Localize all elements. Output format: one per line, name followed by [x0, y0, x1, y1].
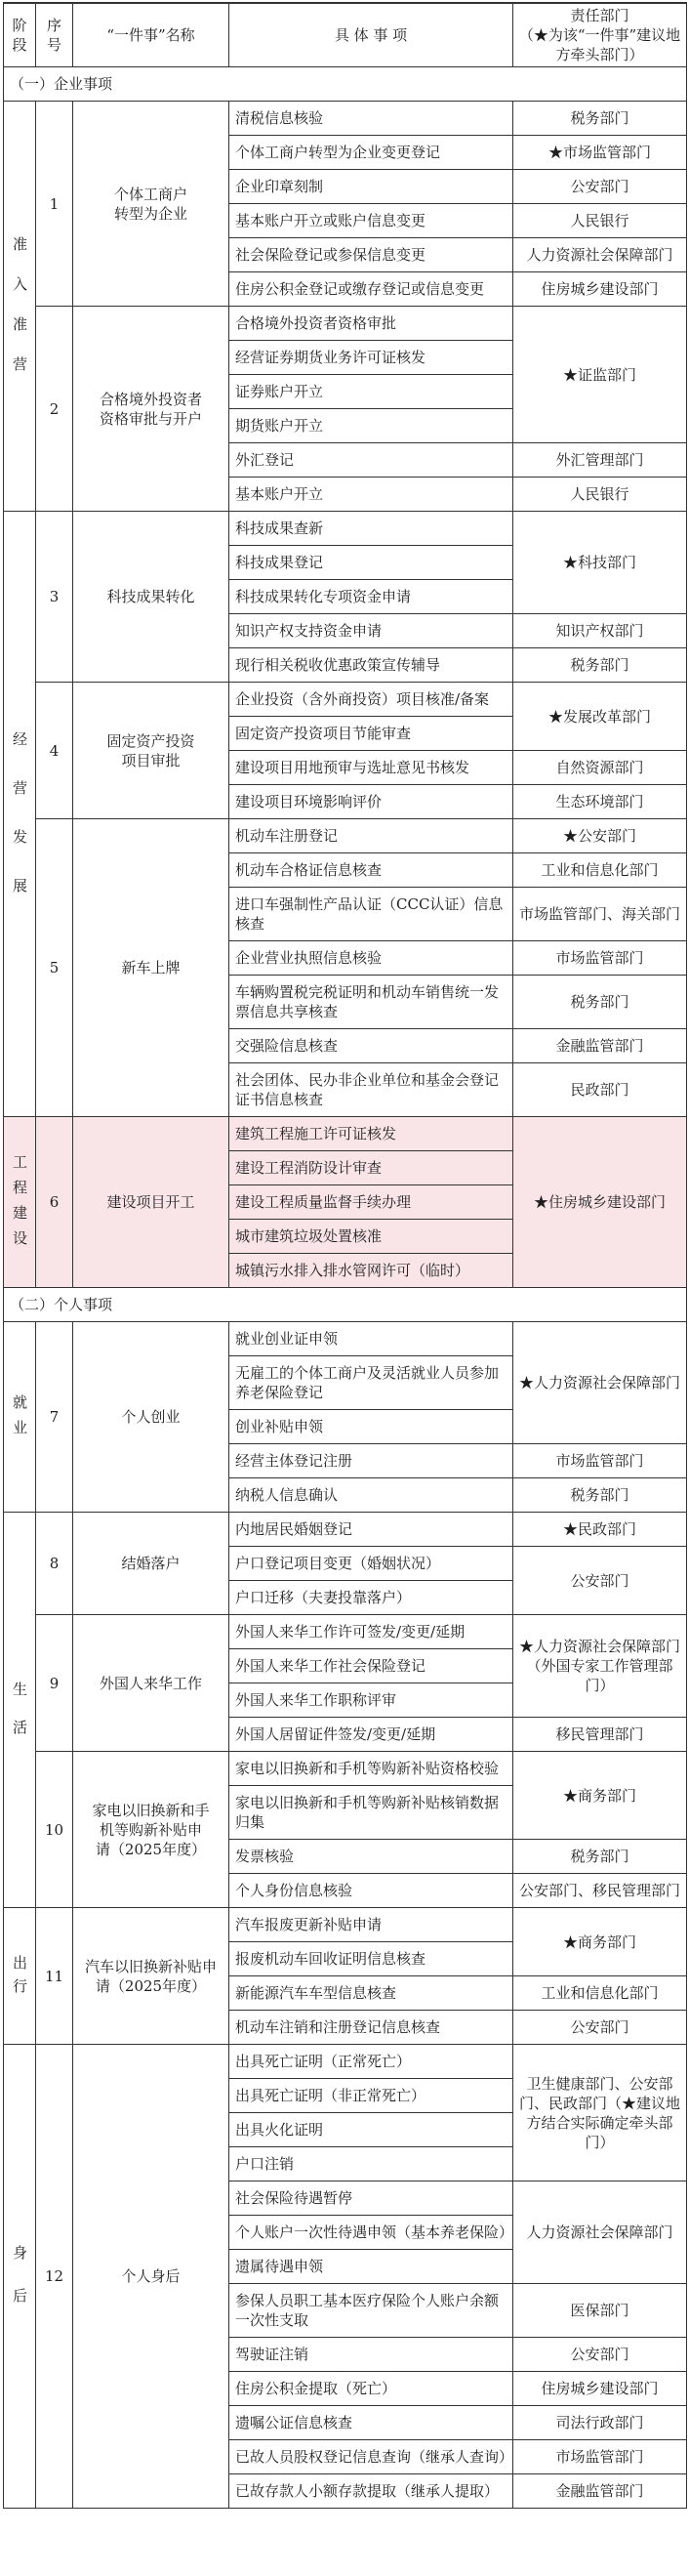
matters-table [3, 2, 687, 2509]
table-row [4, 1615, 687, 1649]
section-title: （一）企业事项 [4, 67, 687, 102]
matter-name-line: 汽车以旧换新补贴申 [84, 1957, 217, 1975]
header-tasks: 具 体 事 项 [229, 3, 513, 67]
task-item: 参保人员职工基本医疗保险个人账户余额一次性支取 [229, 2284, 513, 2338]
responsible-department: 外汇管理部门 [513, 443, 687, 478]
task-item: 进口车强制性产品认证（CCC认证）信息核查 [229, 888, 513, 941]
task-item: 户口迁移（夫妻投靠落户） [229, 1581, 513, 1615]
task-item: 住房公积金登记或缴存登记或信息变更 [229, 272, 513, 307]
matter-name-line: 个人创业 [121, 1408, 181, 1426]
stage-label: 准入准营 [11, 236, 28, 396]
responsible-department: 工业和信息化部门 [513, 1976, 687, 2011]
task-item: 基本账户开立或账户信息变更 [229, 204, 513, 238]
task-item: 无雇工的个体工商户及灵活就业人员参加养老保险登记 [229, 1356, 513, 1410]
table-row [4, 1752, 687, 1786]
matter-name-line: 项目审批 [121, 751, 181, 769]
task-item: 出具死亡证明（非正常死亡） [229, 2079, 513, 2113]
task-item: 经营主体登记注册 [229, 1444, 513, 1478]
responsible-department: 公安部门 [513, 2011, 687, 2045]
task-item: 企业投资（含外商投资）项目核准/备案 [229, 683, 513, 717]
task-item: 证券账户开立 [229, 375, 513, 409]
item-number: 9 [36, 1615, 73, 1752]
task-item: 机动车合格证信息核查 [229, 853, 513, 888]
task-item: 交强险信息核查 [229, 1029, 513, 1063]
task-item: 创业补贴申领 [229, 1410, 513, 1444]
task-item: 经营证券期货业务许可证核发 [229, 341, 513, 375]
responsible-department: 人民银行 [513, 478, 687, 512]
matter-name-line: 合格境外投资者 [99, 390, 202, 408]
matter-name-line: 个体工商户 [113, 185, 187, 203]
header-row [4, 3, 687, 67]
item-number: 6 [36, 1117, 73, 1288]
matter-name-line: 建设项目开工 [106, 1193, 195, 1211]
stage-label: 就业 [11, 1394, 28, 1445]
matter-name-cell [73, 1117, 229, 1288]
responsible-department: 人力资源社会保障部门 [513, 2181, 687, 2284]
table-row [4, 512, 687, 546]
matter-name-line: 固定资产投资 [106, 731, 195, 750]
task-item: 新能源汽车车型信息核查 [229, 1976, 513, 2011]
responsible-department: 公安部门 [513, 170, 687, 204]
responsible-department: 知识产权部门 [513, 614, 687, 648]
responsible-department: ★商务部门 [513, 1908, 687, 1976]
responsible-department: ★人力资源社会保障部门（外国专家工作管理部门） [513, 1615, 687, 1718]
header-stage: 阶段 [4, 3, 36, 67]
task-item: 发票核验 [229, 1840, 513, 1874]
matter-name-cell [73, 102, 229, 307]
responsible-department: 人民银行 [513, 204, 687, 238]
item-number: 11 [36, 1908, 73, 2045]
stage-cell [4, 2045, 36, 2509]
responsible-department: 生态环境部门 [513, 785, 687, 819]
header-department-title: 责任部门 [570, 7, 629, 24]
task-item: 建设工程消防设计审查 [229, 1151, 513, 1185]
responsible-department: 市场监管部门 [513, 2440, 687, 2474]
task-item: 合格境外投资者资格审批 [229, 307, 513, 341]
task-item: 报废机动车回收证明信息核查 [229, 1942, 513, 1976]
task-item: 遗属待遇申领 [229, 2250, 513, 2284]
matter-name-line: 新车上牌 [121, 959, 181, 976]
header-department [513, 3, 687, 67]
task-item: 城镇污水排入排水管网许可（临时） [229, 1254, 513, 1288]
task-item: 建设项目用地预审与选址意见书核发 [229, 751, 513, 785]
task-item: 机动车注销和注册登记信息核查 [229, 2011, 513, 2045]
stage-label: 身后 [11, 2245, 28, 2331]
task-item: 外国人来华工作社会保险登记 [229, 1649, 513, 1683]
task-item: 基本账户开立 [229, 478, 513, 512]
table-row [4, 1322, 687, 1356]
responsible-department: 卫生健康部门、公安部门、民政部门（★建议地方结合实际确定牵头部门） [513, 2045, 687, 2181]
matter-name-line: 结婚落户 [121, 1555, 181, 1572]
task-item: 驾驶证注销 [229, 2338, 513, 2372]
stage-label: 生活 [11, 1681, 28, 1758]
task-item: 户口登记项目变更（婚姻状况） [229, 1547, 513, 1581]
table-row [4, 1513, 687, 1547]
item-number: 10 [36, 1752, 73, 1908]
item-number: 7 [36, 1322, 73, 1513]
task-item: 外汇登记 [229, 443, 513, 478]
responsible-department: 医保部门 [513, 2284, 687, 2338]
matter-name-line: 请（2025年度） [95, 1840, 207, 1858]
task-item: 汽车报废更新补贴申请 [229, 1908, 513, 1942]
task-item: 个人身份信息核验 [229, 1874, 513, 1908]
responsible-department: 公安部门 [513, 2338, 687, 2372]
header-number: 序号 [36, 3, 73, 67]
matter-name-line: 家电以旧换新和手 [92, 1801, 210, 1819]
task-item: 出具火化证明 [229, 2113, 513, 2147]
responsible-department: 税务部门 [513, 102, 687, 136]
matter-name-line: 科技成果转化 [106, 588, 195, 605]
responsible-department: ★住房城乡建设部门 [513, 1117, 687, 1288]
matter-name-cell [73, 1908, 229, 2045]
matter-name-line: 外国人来华工作 [99, 1674, 202, 1692]
responsible-department: 市场监管部门、海关部门 [513, 888, 687, 941]
item-number: 3 [36, 512, 73, 683]
task-item: 企业印章刻制 [229, 170, 513, 204]
matter-name-cell [73, 1322, 229, 1513]
table-row [4, 1908, 687, 1942]
responsible-department: 自然资源部门 [513, 751, 687, 785]
stage-cell [4, 102, 36, 512]
stage-cell [4, 512, 36, 1117]
matter-name-line: 资格审批与开户 [99, 409, 202, 428]
table-row [4, 683, 687, 717]
responsible-department: 人力资源社会保障部门 [513, 238, 687, 272]
stage-cell [4, 1117, 36, 1288]
task-item: 内地居民婚姻登记 [229, 1513, 513, 1547]
section-row [4, 1288, 687, 1322]
responsible-department: ★市场监管部门 [513, 136, 687, 170]
task-item: 就业创业证申领 [229, 1322, 513, 1356]
task-item: 纳税人信息确认 [229, 1478, 513, 1513]
responsible-department: 民政部门 [513, 1063, 687, 1117]
table-body [4, 67, 687, 2509]
matter-name-cell [73, 512, 229, 683]
matter-name-line: 机等购新补贴申 [99, 1820, 202, 1839]
stage-cell [4, 1322, 36, 1513]
responsible-department: 住房城乡建设部门 [513, 272, 687, 307]
task-item: 建设项目环境影响评价 [229, 785, 513, 819]
task-item: 遗嘱公证信息核查 [229, 2406, 513, 2440]
task-item: 住房公积金提取（死亡） [229, 2372, 513, 2406]
table-row [4, 102, 687, 136]
table-row [4, 307, 687, 341]
responsible-department: 公安部门、移民管理部门 [513, 1874, 687, 1908]
responsible-department: 移民管理部门 [513, 1718, 687, 1752]
stage-label: 出行 [11, 1954, 28, 2002]
matter-name-cell [73, 1615, 229, 1752]
task-item: 固定资产投资项目节能审查 [229, 717, 513, 751]
task-item: 家电以旧换新和手机等购新补贴资格校验 [229, 1752, 513, 1786]
responsible-department: ★商务部门 [513, 1752, 687, 1840]
task-item: 个体工商户转型为企业变更登记 [229, 136, 513, 170]
task-item: 建筑工程施工许可证核发 [229, 1117, 513, 1151]
task-item: 期货账户开立 [229, 409, 513, 443]
header-matter-name: “一件事”名称 [73, 3, 229, 67]
responsible-department: 市场监管部门 [513, 1444, 687, 1478]
stage-label: 工程建设 [11, 1154, 28, 1256]
task-item: 外国人居留证件签发/变更/延期 [229, 1718, 513, 1752]
responsible-department: 税务部门 [513, 648, 687, 683]
matter-name-cell [73, 2045, 229, 2509]
task-item: 已故人员股权登记信息查询（继承人查询） [229, 2440, 513, 2474]
responsible-department: 公安部门 [513, 1547, 687, 1615]
task-item: 个人账户一次性待遇申领（基本养老保险） [229, 2216, 513, 2250]
task-item: 外国人来华工作许可签发/变更/延期 [229, 1615, 513, 1649]
responsible-department: 市场监管部门 [513, 941, 687, 976]
task-item: 外国人来华工作职称评审 [229, 1683, 513, 1718]
task-item: 机动车注册登记 [229, 819, 513, 853]
table-row [4, 1117, 687, 1151]
responsible-department: ★发展改革部门 [513, 683, 687, 751]
task-item: 社会团体、民办非企业单位和基金会登记证书信息核查 [229, 1063, 513, 1117]
responsible-department: 金融监管部门 [513, 1029, 687, 1063]
task-item: 已故存款人小额存款提取（继承人提取） [229, 2474, 513, 2509]
matter-name-cell [73, 683, 229, 819]
responsible-department: 税务部门 [513, 1478, 687, 1513]
responsible-department: 金融监管部门 [513, 2474, 687, 2509]
stage-cell [4, 1513, 36, 1908]
task-item: 户口注销 [229, 2147, 513, 2181]
responsible-department: 司法行政部门 [513, 2406, 687, 2440]
item-number: 12 [36, 2045, 73, 2509]
task-item: 城市建筑垃圾处置核准 [229, 1220, 513, 1254]
task-item: 家电以旧换新和手机等购新补贴核销数据归集 [229, 1786, 513, 1840]
responsible-department: 工业和信息化部门 [513, 853, 687, 888]
task-item: 社会保险登记或参保信息变更 [229, 238, 513, 272]
responsible-department: 税务部门 [513, 1840, 687, 1874]
task-item: 企业营业执照信息核验 [229, 941, 513, 976]
table-row [4, 819, 687, 853]
matter-name-line: 请（2025年度） [95, 1976, 207, 1995]
responsible-department: 税务部门 [513, 976, 687, 1029]
task-item: 科技成果查新 [229, 512, 513, 546]
matter-name-cell [73, 1513, 229, 1615]
matter-name-line: 转型为企业 [113, 204, 187, 223]
responsible-department: ★公安部门 [513, 819, 687, 853]
task-item: 现行相关税收优惠政策宣传辅导 [229, 648, 513, 683]
task-item: 社会保险待遇暂停 [229, 2181, 513, 2216]
task-item: 清税信息核验 [229, 102, 513, 136]
responsible-department: 住房城乡建设部门 [513, 2372, 687, 2406]
task-item: 知识产权支持资金申请 [229, 614, 513, 648]
section-title: （二）个人事项 [4, 1288, 687, 1322]
stage-label: 经营发展 [11, 730, 28, 927]
item-number: 5 [36, 819, 73, 1117]
responsible-department: ★科技部门 [513, 512, 687, 614]
task-item: 科技成果登记 [229, 546, 513, 580]
task-item: 科技成果转化专项资金申请 [229, 580, 513, 614]
responsible-department: ★人力资源社会保障部门 [513, 1322, 687, 1444]
stage-cell [4, 1908, 36, 2045]
matter-name-line: 个人身后 [121, 2267, 181, 2285]
header-department-note: （★为该“一件事”建议地方牵头部门） [518, 26, 681, 63]
item-number: 4 [36, 683, 73, 819]
matter-name-cell [73, 1752, 229, 1908]
item-number: 2 [36, 307, 73, 512]
task-item: 建设工程质量监督手续办理 [229, 1185, 513, 1220]
responsible-department: ★证监部门 [513, 307, 687, 443]
matter-name-cell [73, 819, 229, 1117]
task-item: 出具死亡证明（正常死亡） [229, 2045, 513, 2079]
section-row [4, 67, 687, 102]
item-number: 8 [36, 1513, 73, 1615]
task-item: 车辆购置税完税证明和机动车销售统一发票信息共享核查 [229, 976, 513, 1029]
table-row [4, 2045, 687, 2079]
matter-name-cell [73, 307, 229, 512]
item-number: 1 [36, 102, 73, 307]
responsible-department: ★民政部门 [513, 1513, 687, 1547]
